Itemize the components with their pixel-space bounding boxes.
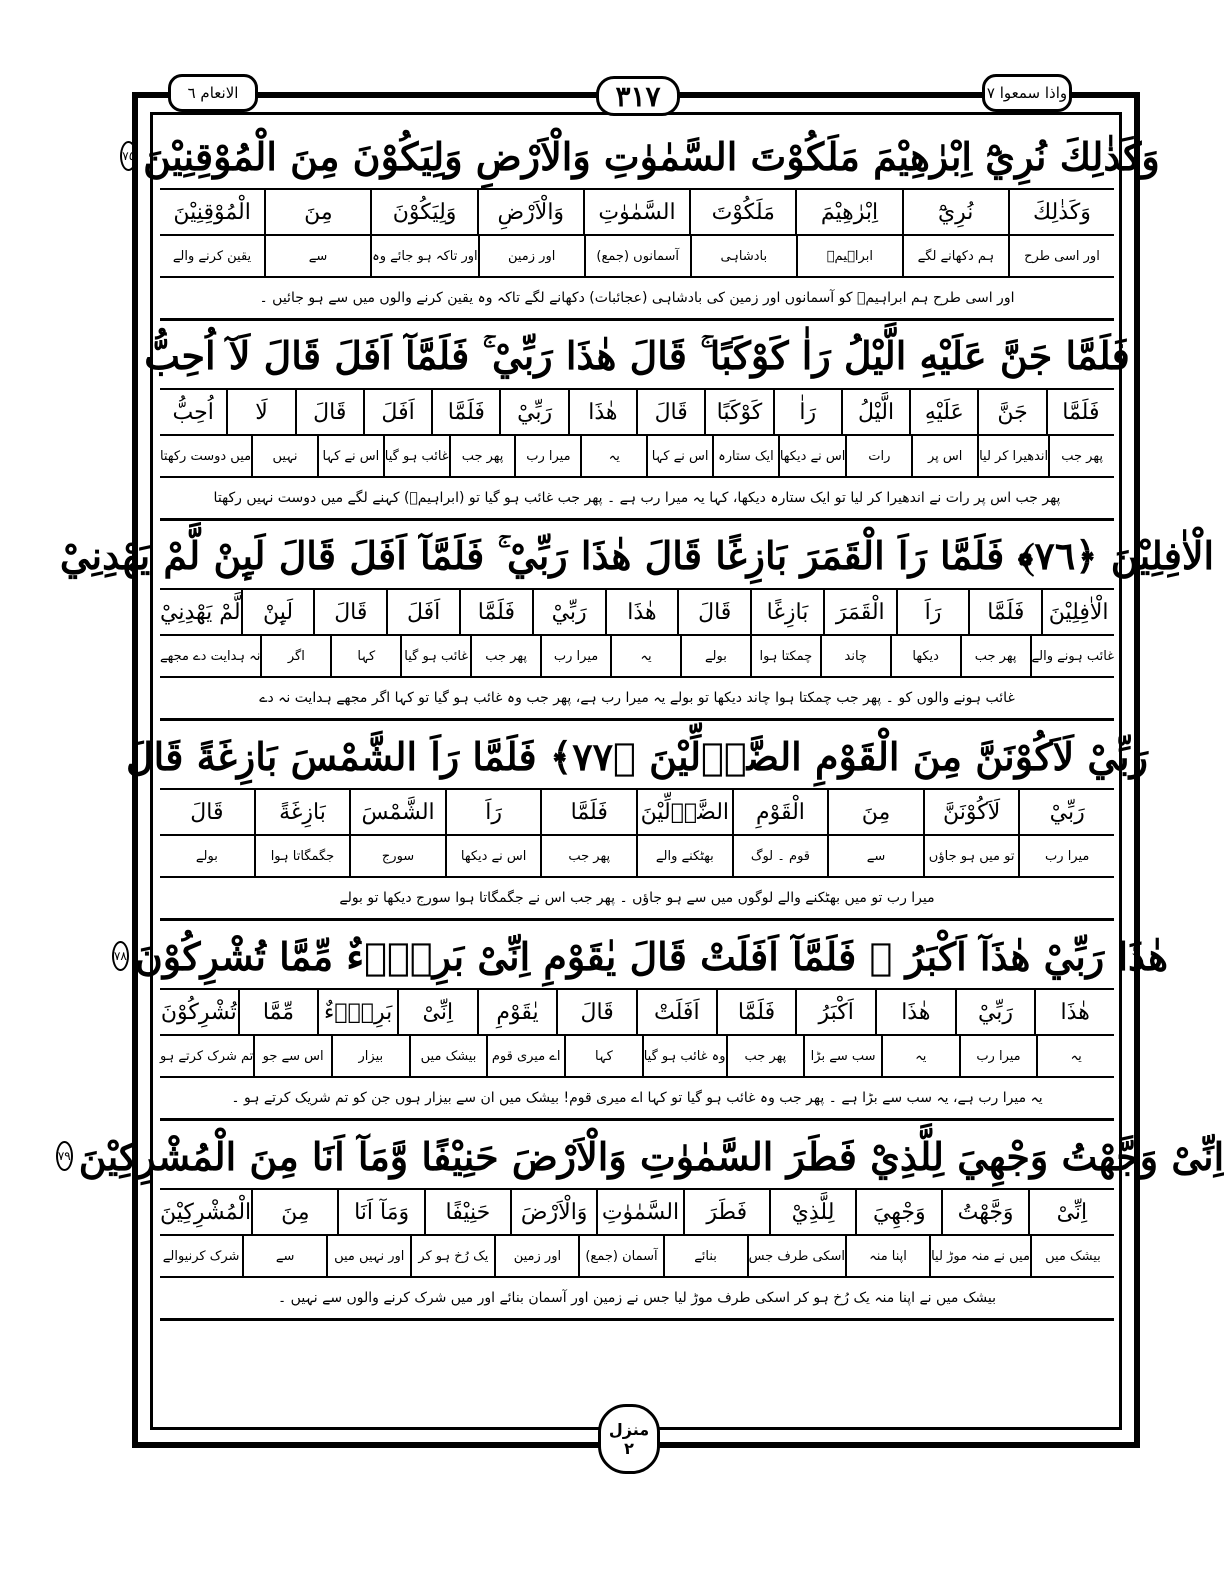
word-cell: الشَّمْسَ xyxy=(349,790,445,834)
meaning-cell: سب سے بڑا xyxy=(803,1036,881,1076)
translation-line: یہ میرا رب ہے، یہ سب سے بڑا ہے ۔ پھر جب وہ غائب ہو گیا تو کہا اے میری قوم! بیشک میں ان سے بیزار ہوں جن کو تم شریک کرتے ہو ۔ xyxy=(160,1078,1114,1121)
meaning-cell: آسمانوں (جمع) xyxy=(584,236,690,276)
meaning-cell: اس نے دیکھا xyxy=(778,436,846,476)
meaning-cell: سے xyxy=(827,836,923,876)
word-cell: مِنَ xyxy=(827,790,923,834)
meaning-cell: وہ غائب ہو گیا xyxy=(642,1036,726,1076)
word-cell: اِنِّىْ xyxy=(397,990,477,1034)
word-grid-arabic xyxy=(160,790,1114,836)
meaning-cell: میں نے منہ موڑ لیا xyxy=(929,1236,1030,1276)
word-cell: الضَّاۗلِّيْنَ xyxy=(636,790,732,834)
meaning-cell: میرا رب xyxy=(540,636,610,676)
word-cell: رَبِّيْ xyxy=(955,990,1035,1034)
verse-section xyxy=(113,924,1169,1121)
meaning-cell: کہا xyxy=(564,1036,642,1076)
meaning-cell: اور زمین xyxy=(494,1236,578,1276)
meaning-cell: سے xyxy=(264,236,370,276)
word-cell: مَلَكُوْتَ xyxy=(689,190,795,234)
meaning-cell: میں دوست رکھتا xyxy=(159,448,252,464)
meaning-cell: یہ xyxy=(610,636,680,676)
manzil-marker xyxy=(598,1404,660,1474)
word-cell: فَلَمَّا xyxy=(431,390,499,434)
meaning-cell: غائب ہونے والے xyxy=(1030,636,1114,676)
meaning-cell: اس سے جو xyxy=(253,1036,331,1076)
verse-section xyxy=(59,524,1215,721)
word-cell: جَنَّ xyxy=(977,390,1045,434)
word-grid-arabic xyxy=(160,190,1114,236)
word-cell: نُرِيْٓ xyxy=(902,190,1008,234)
word-cell: هٰذَا xyxy=(875,990,955,1034)
ayah-number-marker: ٧٨ xyxy=(112,941,129,971)
meaning-cell: بولے xyxy=(680,636,750,676)
meaning-cell: یک رُخ ہو کر xyxy=(410,1236,494,1276)
word-cell: تُشْرِكُوْنَ xyxy=(160,999,237,1025)
meaning-cell: نہ ہدایت دے مجھے xyxy=(159,648,261,664)
ayah-line xyxy=(57,1124,1224,1190)
meaning-cell: بیشک میں xyxy=(409,1036,487,1076)
ayah-text: وَكَذٰلِكَ نُرِيْٓ اِبْرٰهِيْمَ مَلَكُوْتَ السَّمٰوٰتِ وَالْاَرْضِ وَلِيَكُوْنَ مِنَ الْمُوْقِنِيْنَ xyxy=(143,133,1160,179)
word-cell: اَفَلَ xyxy=(363,390,431,434)
meaning-cell: غائب ہو گیا xyxy=(400,636,470,676)
ayah-line xyxy=(59,524,1215,590)
meaning-cell: بھٹکنے والے xyxy=(636,836,732,876)
word-cell: يٰقَوْمِ xyxy=(477,990,557,1034)
word-cell: وَكَذٰلِكَ xyxy=(1008,190,1114,234)
word-cell: الْاٰفِلِيْنَ xyxy=(1041,590,1114,634)
meaning-cell: چاند xyxy=(820,636,890,676)
page-number: ٣١٧ xyxy=(596,76,680,116)
word-cell: لَىِٕنْ xyxy=(241,590,314,634)
word-cell: مِنَ xyxy=(251,1190,337,1234)
meaning-cell: پھر جب xyxy=(960,636,1030,676)
translation-line: پھر جب اس پر رات نے اندھیرا کر لیا تو ایک ستارہ دیکھا، کہا یہ میرا رب ہے ۔ پھر جب غائب ہو گیا تو (ابراہیمؑ) کہنے لگے میں دوست نہیں رکھتا xyxy=(160,478,1114,521)
word-cell: اَفَلَ xyxy=(386,590,459,634)
meaning-cell: بیشک میں xyxy=(1030,1236,1114,1276)
meaning-cell: آسمان (جمع) xyxy=(578,1236,662,1276)
meaning-cell: پھر جب xyxy=(540,836,636,876)
word-cell: فَلَمَّا xyxy=(1046,390,1114,434)
word-cell: الْقَمَرَ xyxy=(823,590,896,634)
meaning-cell: تو میں ہو جاؤں xyxy=(923,836,1019,876)
meaning-cell: اس پر xyxy=(911,436,977,476)
meaning-cell: کہا xyxy=(330,636,400,676)
word-cell: الْمُوْقِنِيْنَ xyxy=(173,199,251,225)
meaning-cell: اور اسی طرح xyxy=(1008,236,1114,276)
meaning-cell: بولے xyxy=(195,848,218,864)
ayah-number-marker: ٧٥ xyxy=(120,141,137,171)
word-cell: قَالَ xyxy=(295,390,363,434)
meaning-cell: پھر جب xyxy=(726,1036,804,1076)
word-cell: قَالَ xyxy=(677,590,750,634)
word-cell: هٰذَا xyxy=(605,590,678,634)
verse-section xyxy=(126,724,1148,921)
word-cell: هٰذَا xyxy=(568,390,636,434)
word-cell: رَاَ xyxy=(445,790,541,834)
word-cell: قَالَ xyxy=(313,590,386,634)
surah-name-tab: الانعام ٦ xyxy=(168,74,258,112)
ayah-text: اِنِّىْ وَجَّهْتُ وَجْهِيَ لِلَّذِيْ فَطَرَ السَّمٰوٰتِ وَالْاَرْضَ حَنِيْفًا وَّمَآ اَنَا مِنَ الْمُشْرِكِيْنَ xyxy=(78,1133,1224,1179)
word-cell: اِبْرٰهِيْمَ xyxy=(795,190,901,234)
word-cell: بَازِغًا xyxy=(750,590,823,634)
translation-line: میرا رب تو میں بھٹکنے والے لوگوں میں سے ہو جاؤں ۔ پھر جب اس نے جگمگاتا ہوا سورج دیکھا تو بولے xyxy=(160,878,1114,921)
ayah-line xyxy=(126,724,1148,790)
ayah-text: الْاٰفِلِيْنَ ﴿٧٦﴾ فَلَمَّا رَاَ الْقَمَرَ بَازِغًا قَالَ هٰذَا رَبِّيْ ۚ فَلَمَّآ اَفَلَ قَالَ لَىِٕنْ لَّمْ يَهْدِنِيْ xyxy=(59,533,1215,578)
word-cell: رَبِّيْ xyxy=(532,590,605,634)
meaning-cell: اگر xyxy=(260,636,330,676)
meaning-cell: یہ xyxy=(580,436,646,476)
meaning-cell: میرا رب xyxy=(514,436,580,476)
word-cell: مِنَ xyxy=(264,190,370,234)
word-cell: وَالْاَرْضِ xyxy=(477,190,583,234)
word-cell: السَّمٰوٰتِ xyxy=(583,190,689,234)
word-cell: الَّيْلُ xyxy=(841,390,909,434)
meaning-cell: پھر جب xyxy=(1048,436,1114,476)
meaning-cell: اور زمین xyxy=(478,236,584,276)
meaning-cell: ایک ستارہ xyxy=(712,436,778,476)
meaning-cell: یہ xyxy=(1036,1036,1114,1076)
meaning-cell: ابراہیمؑ xyxy=(796,236,902,276)
meaning-cell: پھر جب xyxy=(470,636,540,676)
ayah-line xyxy=(122,124,1160,190)
meaning-cell: سے xyxy=(242,1236,326,1276)
verse-section xyxy=(122,124,1160,321)
ayah-text: رَبِّيْ لَاَكُوْنَنَّ مِنَ الْقَوْمِ الضَّاۗلِّيْنَ ﴿٧٧﴾ فَلَمَّا رَاَ الشَّمْسَ بَازِغَةً قَالَ xyxy=(126,733,1148,779)
word-cell: بَرِيْۗءٌ xyxy=(317,990,397,1034)
word-grid-arabic xyxy=(160,1190,1114,1236)
word-cell: الْقَوْمِ xyxy=(732,790,828,834)
word-grid-meaning xyxy=(160,636,1114,678)
meaning-cell: نہیں xyxy=(251,436,317,476)
meaning-cell: اور نہیں میں xyxy=(326,1236,410,1276)
word-cell: فَطَرَ xyxy=(683,1190,769,1234)
meaning-cell: دیکھا xyxy=(890,636,960,676)
verse-section xyxy=(144,324,1130,521)
word-cell: وَجَّهْتُ xyxy=(941,1190,1027,1234)
word-grid-meaning xyxy=(160,1236,1114,1278)
juz-name-tab: واذا سمعوا ٧ xyxy=(982,74,1072,112)
meaning-cell: بادشاہی xyxy=(690,236,796,276)
word-cell: حَنِيْفًا xyxy=(424,1190,510,1234)
meaning-cell: اور تاکہ ہو جائے وہ xyxy=(370,236,478,276)
word-cell: لِلَّذِيْ xyxy=(769,1190,855,1234)
meaning-cell: اندھیرا کر لیا xyxy=(977,436,1048,476)
word-cell: السَّمٰوٰتِ xyxy=(596,1190,682,1234)
word-cell: وَجْهِيَ xyxy=(855,1190,941,1234)
word-cell: وَمَآ اَنَا xyxy=(337,1190,423,1234)
meaning-cell: اس نے دیکھا xyxy=(445,836,541,876)
word-cell: قَالَ xyxy=(556,990,636,1034)
word-cell: كَوْكَبًا xyxy=(704,390,772,434)
meaning-cell: میرا رب xyxy=(959,1036,1037,1076)
meaning-cell: غائب ہو گیا xyxy=(383,436,449,476)
meaning-cell: اپنا منہ xyxy=(845,1236,929,1276)
word-cell: لَا xyxy=(226,390,294,434)
word-cell: فَلَمَّا xyxy=(968,590,1041,634)
ayah-text: هٰذَا رَبِّيْ هٰذَآ اَكْبَرُ ۚ فَلَمَّآ اَفَلَتْ قَالَ يٰقَوْمِ اِنِّىْ بَرِيْۗءٌ مِّمَّا تُشْرِكُوْنَ xyxy=(134,933,1169,979)
meaning-cell: تم شرک کرتے ہو xyxy=(159,1048,254,1064)
word-cell: الْمُشْرِكِيْنَ xyxy=(160,1199,252,1225)
word-cell: مِّمَّا xyxy=(238,990,318,1034)
translation-line: غائب ہونے والوں کو ۔ پھر جب چمکتا ہوا چاند دیکھا تو بولے یہ میرا رب ہے، پھر جب وہ غائب ہو گیا تو کہا اگر مجھے ہدایت نہ دے xyxy=(160,678,1114,721)
word-cell: قَالَ xyxy=(636,390,704,434)
ayah-line xyxy=(144,324,1130,390)
meaning-cell: ہم دکھانے لگے xyxy=(902,236,1008,276)
meaning-cell: اس نے کہا xyxy=(646,436,712,476)
manzil-number: ٢ xyxy=(624,1439,634,1458)
word-cell: فَلَمَّا xyxy=(459,590,532,634)
word-grid-meaning xyxy=(160,236,1114,278)
word-cell: اَكْبَرُ xyxy=(795,990,875,1034)
meaning-cell: شرک کرنیوالے xyxy=(162,1248,240,1264)
ayah-text: فَلَمَّا جَنَّ عَلَيْهِ الَّيْلُ رَاٰ كَوْكَبًا ۚ قَالَ هٰذَا رَبِّيْ ۚ فَلَمَّآ اَفَلَ قَالَ لَآ اُحِبُّ xyxy=(144,333,1130,378)
word-cell: بَازِغَةً xyxy=(254,790,350,834)
word-cell: لَاَكُوْنَنَّ xyxy=(923,790,1019,834)
word-cell: فَلَمَّا xyxy=(716,990,796,1034)
word-cell: هٰذَا xyxy=(1034,990,1114,1034)
translation-line: اور اسی طرح ہم ابراہیمؑ کو آسمانوں اور زمین کی بادشاہی (عجائبات) دکھانے لگے تاکہ وہ یقین کرنے والوں میں سے ہو جائیں ۔ xyxy=(160,278,1114,321)
meaning-cell: پھر جب xyxy=(449,436,515,476)
verse-section xyxy=(57,1124,1224,1321)
meaning-cell: یہ xyxy=(881,1036,959,1076)
word-cell: اُحِبُّ xyxy=(172,399,214,425)
meaning-cell: سورج xyxy=(349,836,445,876)
meaning-cell: جگمگاتا ہوا xyxy=(254,836,350,876)
ayah-line xyxy=(113,924,1169,990)
meaning-cell: اسکی طرف جس xyxy=(747,1236,845,1276)
meaning-cell: میرا رب xyxy=(1018,836,1114,876)
word-cell: رَبِّيْ xyxy=(499,390,567,434)
meaning-cell: بیزار xyxy=(331,1036,409,1076)
ayah-number-marker: ٧٩ xyxy=(56,1141,73,1171)
manzil-label: منزل xyxy=(608,1420,650,1439)
meaning-cell: رات xyxy=(845,436,911,476)
word-cell: رَبِّيْ xyxy=(1018,790,1114,834)
meaning-cell: چمکتا ہوا xyxy=(750,636,820,676)
word-cell: رَاٰ xyxy=(773,390,841,434)
translation-line: بیشک میں نے اپنا منہ یک رُخ ہو کر اسکی طرف موڑ لیا جس نے زمین اور آسمان بنائے اور میں شرک کرنے والوں سے نہیں ۔ xyxy=(160,1278,1114,1321)
word-cell: وَالْاَرْضَ xyxy=(510,1190,596,1234)
word-cell: عَلَيْهِ xyxy=(909,390,977,434)
word-cell: رَاَ xyxy=(896,590,969,634)
word-cell: وَلِيَكُوْنَ xyxy=(370,190,476,234)
word-grid-arabic xyxy=(160,390,1114,436)
word-grid-meaning xyxy=(160,836,1114,878)
word-grid-meaning xyxy=(160,1036,1114,1078)
meaning-cell: قوم ۔ لوگ xyxy=(732,836,828,876)
word-grid-arabic xyxy=(160,990,1114,1036)
meaning-cell: اس نے کہا xyxy=(317,436,383,476)
word-cell: اِنِّىْ xyxy=(1028,1190,1114,1234)
word-grid-meaning xyxy=(160,436,1114,478)
word-grid-arabic xyxy=(160,590,1114,636)
word-cell: قَالَ xyxy=(190,799,224,825)
word-cell: لَّمْ يَهْدِنِيْ xyxy=(160,599,241,625)
word-cell: فَلَمَّا xyxy=(540,790,636,834)
meaning-cell: اے میری قوم xyxy=(486,1036,564,1076)
meaning-cell: بنائے xyxy=(663,1236,747,1276)
meaning-cell: یقین کرنے والے xyxy=(172,248,252,264)
word-cell: اَفَلَتْ xyxy=(636,990,716,1034)
